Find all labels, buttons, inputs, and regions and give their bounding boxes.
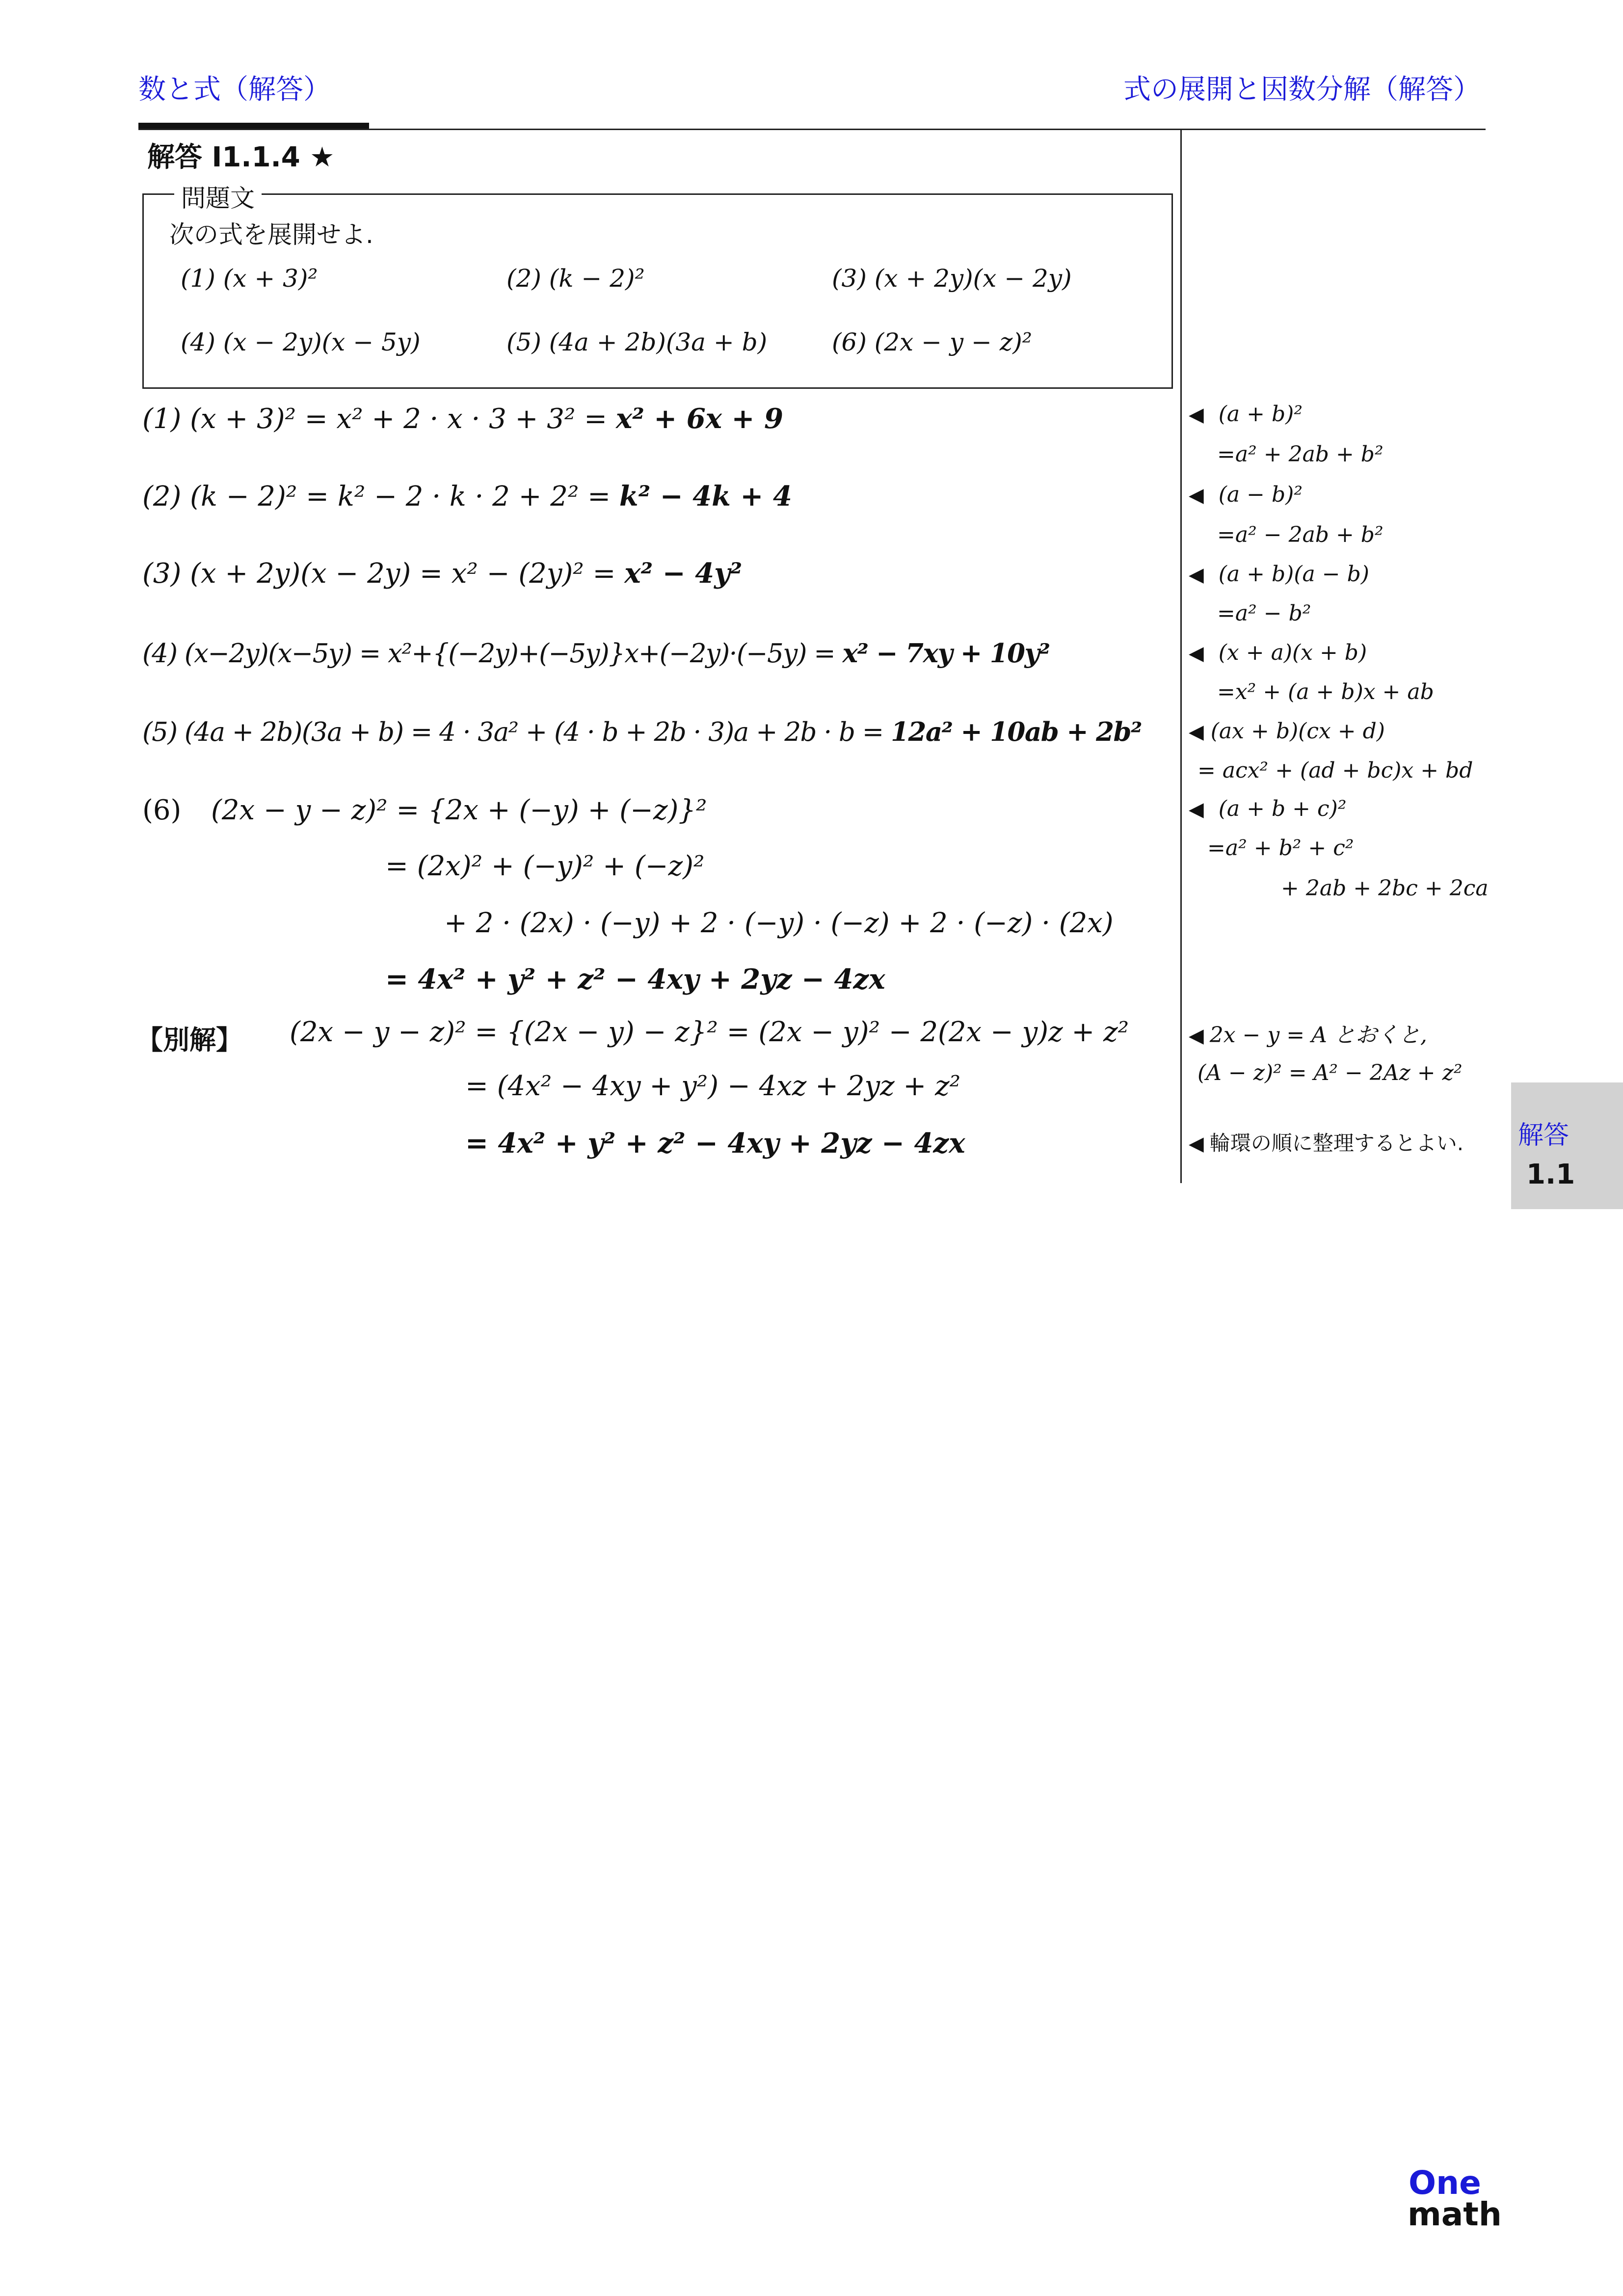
margin-note-continued: = acx² + (ad + bc)x + bd: [1197, 758, 1473, 783]
problem-instruction: 次の式を展開せよ.: [169, 220, 373, 249]
note-marker-icon: ◀: [1189, 1025, 1204, 1047]
answer-1-work: (1) (x + 3)² = x² + 2 · x · 3 + 3² =: [142, 403, 616, 435]
answer-2: [142, 480, 792, 513]
answer-1: [142, 403, 783, 435]
note-text: (a + b + c)²: [1218, 796, 1347, 821]
note-marker-icon: ◀: [1189, 721, 1204, 743]
margin-note: [1189, 562, 1369, 587]
answer-6-line-3: + 2 · (2x) · (−y) + 2 · (−y) · (−z) + 2 · (−z) · (2x): [444, 907, 1114, 939]
answer-3-result: x² − 4y²: [624, 557, 743, 590]
note-text: (ax + b)(cx + d): [1210, 719, 1385, 744]
alt-solution-result: = 4x² + y² + z² − 4xy + 2yz − 4zx: [465, 1127, 965, 1160]
margin-note-continued: =a² − 2ab + b²: [1217, 522, 1384, 547]
note-text: 輪環の順に整理するとよい.: [1209, 1131, 1464, 1155]
answer-1-result: x² + 6x + 9: [615, 403, 783, 435]
margin-note: [1189, 1127, 1463, 1157]
alt-solution-line-1: (2x − y − z)² = {(2x − y) − z}² = (2x − y)² − 2(2x − y)z + z²: [290, 1016, 1129, 1048]
answer-6-result: = 4x² + y² + z² − 4xy + 2yz − 4zx: [385, 963, 885, 996]
header-right-title: 式の展開と因数分解（解答）: [1123, 74, 1481, 106]
margin-note-continued: =a² + 2ab + b²: [1217, 442, 1384, 467]
margin-divider: [1180, 129, 1182, 1183]
answer-2-result: k² − 4k + 4: [619, 480, 792, 513]
alt-solution-line-2: = (4x² − 4xy + y²) − 4xz + 2yz + z²: [465, 1070, 961, 1102]
answer-2-work: (2) (k − 2)² = k² − 2 · k · 2 + 2² =: [142, 481, 619, 513]
note-marker-icon: ◀: [1189, 1133, 1204, 1155]
margin-note-continued: =a² + b² + c²: [1207, 836, 1354, 861]
answer-3: [142, 557, 742, 590]
page-title: 解答 I1.1.4 ★: [147, 141, 335, 173]
note-marker-icon: ◀: [1189, 404, 1204, 426]
answer-3-work: (3) (x + 2y)(x − 2y) = x² − (2y)² =: [142, 558, 625, 590]
answer-6-label: (6): [142, 794, 182, 826]
answer-6-line-1: (2x − y − z)² = {2x + (−y) + (−z)}²: [211, 794, 707, 826]
note-marker-icon: ◀: [1189, 564, 1204, 586]
logo-bottom: math: [1408, 2195, 1502, 2233]
margin-note: [1189, 1017, 1427, 1049]
alt-solution-label: 【別解】: [136, 1025, 242, 1055]
answer-6-line-2: = (2x)² + (−y)² + (−z)²: [385, 850, 705, 882]
margin-note: [1189, 402, 1303, 427]
answer-5: [142, 717, 1142, 747]
section-tab-label: 解答: [1518, 1121, 1570, 1150]
answer-4-work: (4) (x−2y)(x−5y) = x²+{(−2y)+(−5y)}x+(−2y)·(−5y) =: [142, 639, 843, 669]
margin-note: [1189, 719, 1385, 744]
margin-note: [1189, 640, 1367, 665]
answer-5-work: (5) (4a + 2b)(3a + b) = 4 · 3a² + (4 · b + 2b · 3)a + 2b · b =: [142, 717, 891, 747]
problem-item: (4) (x − 2y)(x − 5y): [181, 328, 421, 356]
margin-note-continued: (A − z)² = A² − 2Az + z²: [1197, 1060, 1463, 1085]
header-rule: [138, 129, 1486, 130]
problem-item: (2) (k − 2)²: [506, 264, 645, 293]
margin-note-continued: =x² + (a + b)x + ab: [1217, 679, 1434, 704]
note-text: (x + a)(x + b): [1218, 640, 1367, 665]
margin-note: [1189, 796, 1346, 821]
note-text: 2x − y = A とおくと,: [1209, 1023, 1427, 1048]
answer-4-result: x² − 7xy + 10y²: [842, 638, 1050, 669]
note-marker-icon: ◀: [1189, 642, 1204, 665]
section-tab-number: 1.1: [1526, 1159, 1575, 1190]
problem-item: (6) (2x − y − z)²: [832, 328, 1032, 356]
note-text: (a + b)(a − b): [1218, 562, 1369, 587]
logo-top: One: [1409, 2164, 1481, 2202]
margin-note: [1189, 482, 1303, 507]
problem-item: (5) (4a + 2b)(3a + b): [506, 328, 768, 356]
note-text: (a + b)²: [1218, 402, 1303, 427]
problem-box-label: 問題文: [174, 179, 262, 214]
note-marker-icon: ◀: [1189, 798, 1204, 821]
problem-item: (3) (x + 2y)(x − 2y): [832, 264, 1072, 293]
margin-note-continued: =a² − b²: [1217, 601, 1311, 626]
note-text: (a − b)²: [1218, 482, 1303, 507]
margin-note-continued: + 2ab + 2bc + 2ca: [1281, 876, 1489, 901]
answer-5-result: 12a² + 10ab + 2b²: [891, 717, 1142, 747]
problem-item: (1) (x + 3)²: [181, 264, 318, 293]
note-marker-icon: ◀: [1189, 484, 1204, 507]
answer-4: [142, 638, 1049, 669]
header-left-title: 数と式（解答）: [138, 74, 331, 106]
